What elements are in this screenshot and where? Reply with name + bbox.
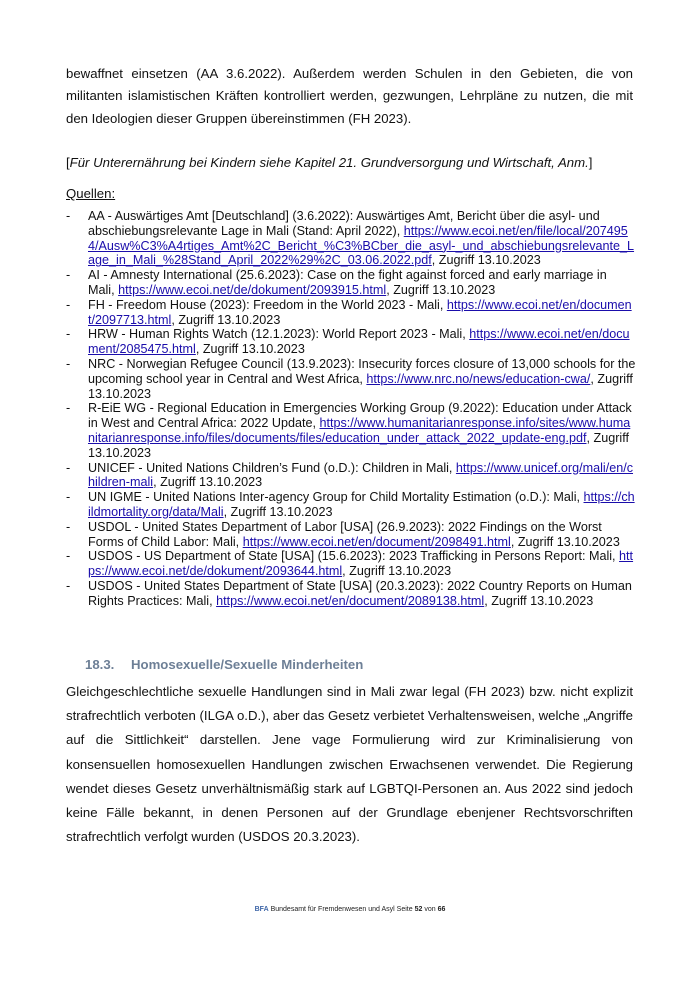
list-dash: - bbox=[66, 490, 71, 505]
source-access-date: , Zugriff 13.10.2023 bbox=[223, 504, 333, 519]
source-access-date: , Zugriff 13.10.2023 bbox=[153, 475, 263, 490]
source-citation: UN IGME - United Nations Inter-agency Group for Child Mortality Estimation (o.D.): Mali, bbox=[88, 490, 581, 505]
note-open-bracket: [ bbox=[66, 155, 70, 170]
list-dash: - bbox=[66, 268, 71, 283]
list-dash: - bbox=[66, 549, 71, 564]
source-access-date: , Zugriff 13.10.2023 bbox=[484, 593, 594, 608]
editor-note bbox=[66, 152, 633, 174]
source-citation: AA - Auswärtiges Amt [Deutschland] (3.6.2022): Auswärtiges Amt, Bericht über die asyl- und abschiebungsrelevante Lage in Mali (Stand: April 2022), bbox=[88, 209, 600, 238]
source-citation: NRC - Norwegian Refugee Council (13.9.2023): Insecurity forces closure of 13,000 schools for the upcoming school year in Central and West Africa, bbox=[88, 356, 636, 386]
source-citation: FH - Freedom House (2023): Freedom in the World 2023 - Mali, bbox=[88, 297, 444, 312]
source-link[interactable]: https://www.ecoi.net/en/file/local/2074954/Ausw%C3%A4rtiges_Amt%2C_Bericht_%C3%BCber_die_asyl-_und_abschiebungsrelevante_Lage_in_Mali_%28Stand_April_2022%29%2C_03.06.2022.pdf bbox=[88, 223, 635, 268]
footer-organisation: Bundesamt für Fremdenwesen und Asyl bbox=[270, 906, 395, 913]
list-dash: - bbox=[66, 297, 71, 312]
source-access-date: , Zugriff 13.10.2023 bbox=[386, 282, 496, 297]
source-access-date: , Zugriff 13.10.2023 bbox=[88, 430, 629, 460]
source-item bbox=[66, 549, 636, 579]
list-dash: - bbox=[66, 578, 71, 593]
source-link[interactable]: https://childmortality.org/data/Mali bbox=[88, 490, 635, 519]
source-text bbox=[74, 549, 636, 579]
source-link[interactable]: https://www.ecoi.net/en/document/2097713.html bbox=[88, 297, 632, 327]
section-body-paragraph: Gleichgeschlechtliche sexuelle Handlungen sind in Mali zwar legal (FH 2023) bzw. nicht explizit strafrechtlich verboten (ILGA o.D.), aber das Gesetz verbietet Verhaltensweisen, welche „Angriffe auf die Sittlichkeit“ darstellen. Jene vage Formulierung wird zur Kriminalisierung von konsensuellen homosexuellen Handlungen zwischen Erwachsenen verwendet. Die Regierung wendet dieses Gesetz unverhältnismäßig stark auf LGBTQI-Personen an. Aus 2022 sind jedoch keine Fälle bekannt, in denen Personen auf der Grundlage ebenjener Rechtsvorschriften strafrechtlich verfolgt wurden (USDOS 20.3.2023). bbox=[66, 684, 633, 845]
source-access-date: , Zugriff 13.10.2023 bbox=[342, 564, 452, 579]
sources-list bbox=[66, 209, 636, 609]
source-item bbox=[66, 579, 636, 609]
source-link[interactable]: https://www.unicef.org/mali/en/children-mali bbox=[88, 460, 634, 490]
section-number: 18.3. bbox=[85, 657, 115, 672]
source-item bbox=[66, 520, 636, 550]
source-text bbox=[74, 268, 636, 298]
note-close-bracket: ] bbox=[588, 155, 593, 170]
list-dash: - bbox=[66, 460, 71, 475]
source-link[interactable]: https://www.ecoi.net/de/dokument/2093644.html bbox=[88, 549, 634, 579]
source-text bbox=[74, 401, 636, 460]
source-item bbox=[66, 327, 636, 357]
section-heading bbox=[85, 657, 363, 672]
source-text bbox=[74, 579, 636, 609]
source-citation: UNICEF - United Nations Children’s Fund (o.D.): Children in Mali, bbox=[88, 460, 453, 475]
list-dash: - bbox=[66, 327, 71, 342]
source-text bbox=[74, 209, 636, 268]
source-access-date: , Zugriff 13.10.2023 bbox=[431, 253, 541, 268]
source-item bbox=[66, 490, 636, 520]
source-text bbox=[74, 520, 636, 550]
intro-paragraph: bewaffnet einsetzen (AA 3.6.2022). Außerdem werden Schulen in den Gebieten, die von militanten islamistischen Kräften kontrolliert werden, gezwungen, Lehrpläne zu nutzen, die mit den Ideologien dieser Gruppen übereinstimmen (FH 2023). bbox=[66, 66, 633, 126]
source-citation: AI - Amnesty International (25.6.2023): Case on the fight against forced and early marriage in Mali, bbox=[88, 268, 607, 297]
sources-heading: Quellen: bbox=[66, 186, 116, 201]
source-link[interactable]: https://www.humanitarianresponse.info/sites/www.humanitarianresponse.info/files/documents/files/education_under_attack_2022_update-eng.pdf bbox=[88, 416, 631, 445]
source-citation: USDOL - United States Department of Labor [USA] (26.9.2023): 2022 Findings on the Worst Forms of Child Labor: Mali, bbox=[88, 519, 602, 549]
source-text bbox=[74, 327, 636, 357]
list-dash: - bbox=[66, 209, 71, 223]
footer-page-total: 66 bbox=[437, 906, 446, 913]
source-link[interactable]: https://www.nrc.no/news/education-cwa/ bbox=[366, 371, 591, 386]
source-link[interactable]: https://www.ecoi.net/en/document/2089138.html bbox=[216, 593, 485, 608]
source-access-date: , Zugriff 13.10.2023 bbox=[171, 312, 281, 327]
source-item bbox=[66, 209, 636, 268]
source-link[interactable]: https://www.ecoi.net/en/document/2098491.html bbox=[242, 534, 511, 549]
source-access-date: , Zugriff 13.10.2023 bbox=[510, 534, 620, 549]
source-access-date: , Zugriff 13.10.2023 bbox=[195, 342, 305, 357]
source-text bbox=[74, 461, 636, 491]
section-title: Homosexuelle/Sexuelle Minderheiten bbox=[131, 657, 364, 672]
list-dash: - bbox=[66, 519, 71, 534]
source-item bbox=[66, 298, 636, 328]
source-citation: USDOS - US Department of State [USA] (15.6.2023): 2023 Trafficking in Persons Report: Mali, bbox=[88, 549, 616, 564]
source-text bbox=[74, 490, 636, 520]
source-item bbox=[66, 401, 636, 460]
source-citation: USDOS - United States Department of State [USA] (20.3.2023): 2022 Country Reports on Human Rights Practices: Mali, bbox=[88, 578, 632, 608]
source-link[interactable]: https://www.ecoi.net/en/document/2085475.html bbox=[88, 327, 630, 357]
source-citation: R-EiE WG - Regional Education in Emergencies Working Group (9.2022): Education under Attack in West and Central Africa: 2022 Update, bbox=[88, 401, 632, 431]
footer-of-label: von bbox=[424, 906, 436, 913]
source-access-date: , Zugriff 13.10.2023 bbox=[88, 371, 633, 401]
list-dash: - bbox=[66, 356, 71, 371]
source-item bbox=[66, 268, 636, 298]
source-item bbox=[66, 461, 636, 491]
list-dash: - bbox=[66, 401, 71, 416]
source-text bbox=[74, 357, 636, 401]
page-footer bbox=[0, 906, 700, 913]
source-item bbox=[66, 357, 636, 401]
footer-page-label: Seite bbox=[396, 906, 413, 913]
footer-brand-logo: BFA bbox=[254, 906, 269, 913]
source-link[interactable]: https://www.ecoi.net/de/dokument/2093915.html bbox=[118, 282, 387, 297]
source-citation: HRW - Human Rights Watch (12.1.2023): World Report 2023 - Mali, bbox=[88, 327, 466, 342]
note-text: Für Unterernährung bei Kindern siehe Kapitel 21. Grundversorgung und Wirtschaft, Anm. bbox=[69, 155, 589, 170]
source-text bbox=[74, 298, 636, 328]
footer-page-number: 52 bbox=[414, 906, 423, 913]
